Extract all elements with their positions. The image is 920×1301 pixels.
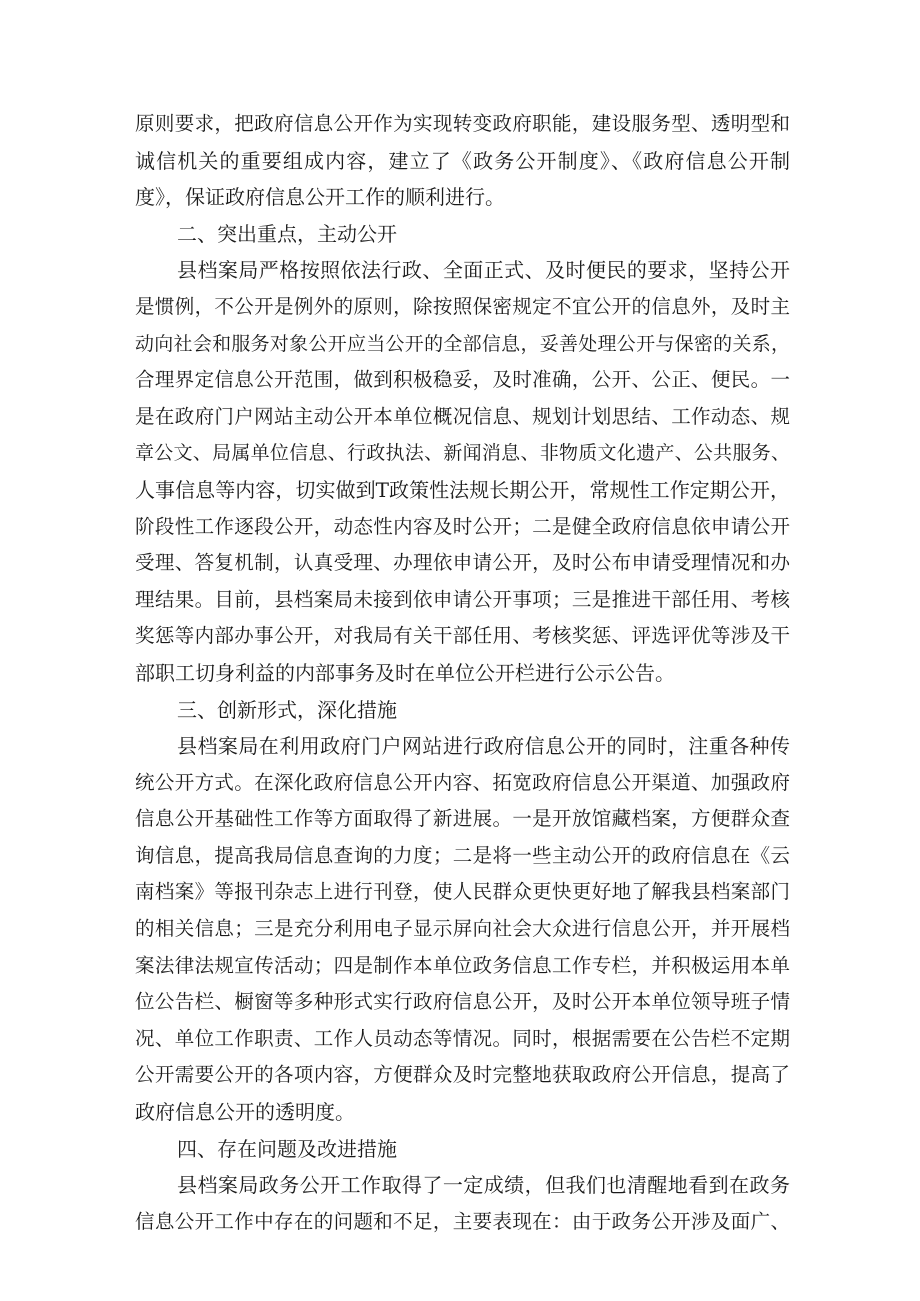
section-heading-4: 四、存在问题及改进措施 [177, 1136, 397, 1161]
body-line: 南档案》等报刊杂志上进行刊登，使人民群众更快更好地了解我县档案部门 [135, 880, 790, 904]
body-line: 信息公开基础性工作等方面取得了新进展。一是开放馆藏档案，方便群众查 [135, 807, 790, 831]
section-heading-2: 二、突出重点，主动公开 [177, 221, 397, 246]
section-heading-3: 三、创新形式，深化措施 [177, 697, 397, 722]
body-line: 况、单位工作职责、工作人员动态等情况。同时，根据需要在公告栏不定期 [135, 1026, 790, 1050]
paragraph-first-line: 县档案局在利用政府门户网站进行政府信息公开的同时，注重各种传 [177, 734, 790, 759]
body-line: 原则要求，把政府信息公开作为实现转变政府职能，建设服务型、透明型和 [135, 112, 790, 135]
document-page [135, 106, 790, 1240]
body-line: 奖惩等内部办事公开，对我局有关干部任用、考核奖惩、评选评优等涉及干 [135, 624, 790, 648]
body-line: 章公文、局属单位信息、行政执法、新闻消息、非物质文化遗产、公共服务、 [135, 442, 790, 465]
body-line: 案法律法规宣传活动；四是制作本单位政务信息工作专栏，并积极运用本单 [135, 953, 790, 977]
body-line: 是惯例，不公开是例外的原则，除按照保密规定不宜公开的信息外，及时主 [135, 294, 790, 318]
body-line: 的相关信息；三是充分利用电子显示屏向社会大众进行信息公开，并开展档 [135, 917, 790, 941]
body-line: 信息公开工作中存在的问题和不足，主要表现在：由于政务公开涉及面广、 [135, 1209, 790, 1233]
body-line: 受理、答复机制，认真受理、办理依申请公开，及时公布申请受理情况和办 [135, 551, 790, 575]
body-line: 询信息，提高我局信息查询的力度；二是将一些主动公开的政府信息在《云 [135, 843, 790, 867]
body-line: 动向社会和服务对象公开应当公开的全部信息，妥善处理公开与保密的关系， [135, 332, 790, 355]
body-line: 政府信息公开的透明度。 [135, 1100, 355, 1125]
body-line: 理结果。目前，县档案局未接到依申请公开事项；三是推进干部任用、考核 [135, 587, 790, 611]
body-line: 阶段性工作逐段公开，动态性内容及时公开；二是健全政府信息依申请公开 [135, 514, 790, 538]
body-line: 位公告栏、橱窗等多种形式实行政府信息公开，及时公开本单位领导班子情 [135, 990, 790, 1014]
body-line: 度》，保证政府信息公开工作的顺利进行。 [135, 185, 505, 210]
body-line: 公开需要公开的各项内容，方便群众及时完整地获取政府公开信息，提高了 [135, 1063, 790, 1087]
body-line: 诚信机关的重要组成内容，建立了《政务公开制度》、《政府信息公开制 [135, 148, 790, 173]
body-line: 统公开方式。在深化政府信息公开内容、拓宽政府信息公开渠道、加强政府 [135, 770, 790, 794]
body-line: 人事信息等内容，切实做到T政策性法规长期公开，常规性工作定期公开， [135, 477, 790, 502]
body-line: 合理界定信息公开范围，做到积极稳妥，及时准确，公开、公正、便民。一 [135, 368, 790, 392]
body-line: 部职工切身利益的内部事务及时在单位公开栏进行公示公告。 [135, 660, 675, 685]
body-line: 是在政府门户网站主动公开本单位概况信息、规划计划思结、工作动态、规 [135, 404, 790, 428]
paragraph-first-line: 县档案局政务公开工作取得了一定成绩，但我们也清醒地看到在政务 [177, 1173, 790, 1198]
paragraph-first-line: 县档案局严格按照依法行政、全面正式、及时便民的要求，坚持公开 [177, 258, 790, 283]
